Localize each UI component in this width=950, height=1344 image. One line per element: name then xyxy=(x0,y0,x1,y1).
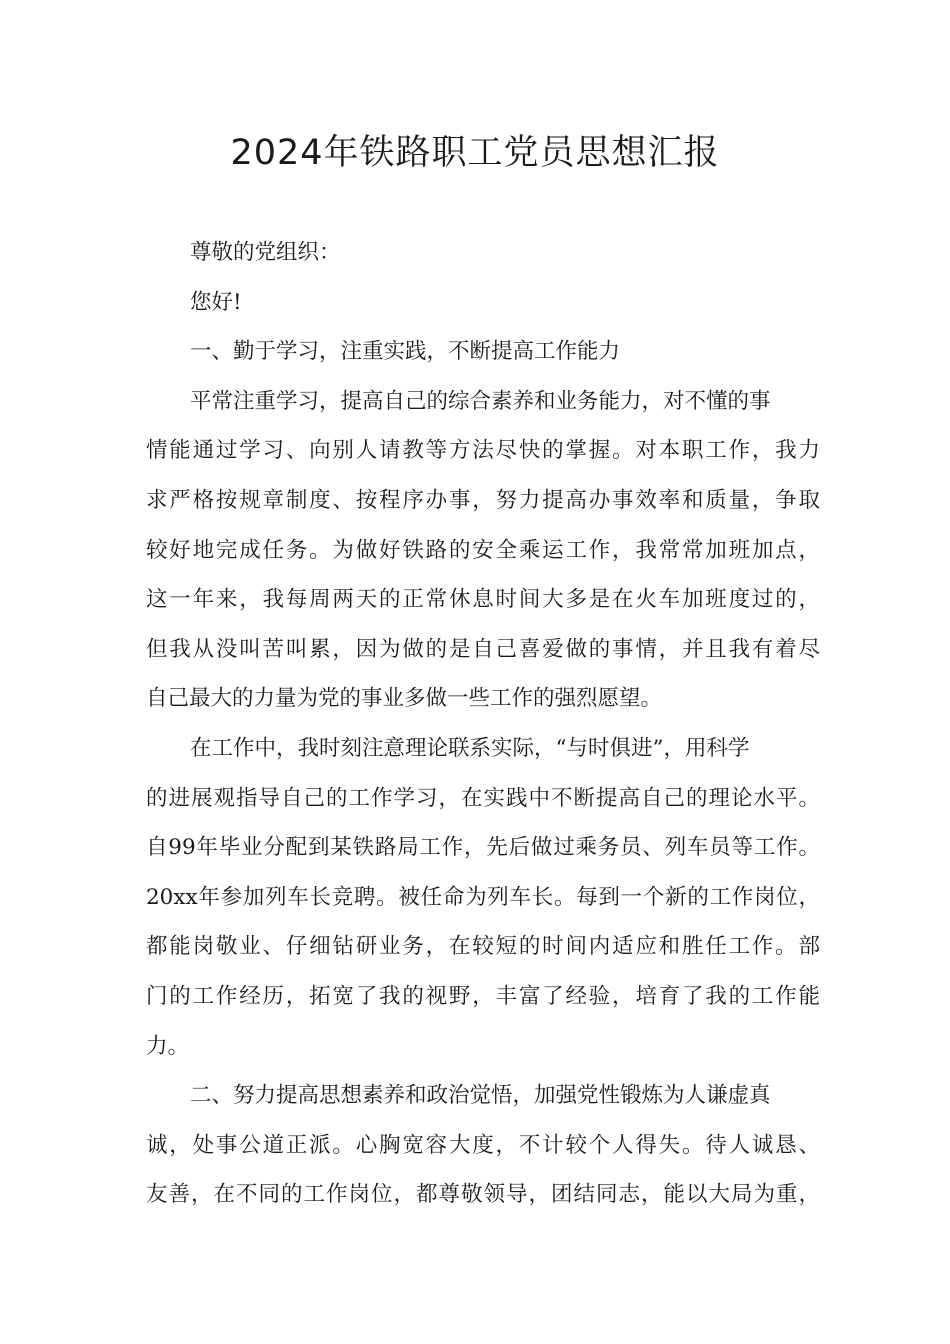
paragraph-line: 自99年毕业分配到某铁路局工作，先后做过乘务员、列车员等工作。 xyxy=(146,835,820,861)
paragraph-line: 但我从没叫苦叫累，因为做的是自己喜爱做的事情，并且我有着尽 xyxy=(146,636,820,662)
section-heading: 一、勤于学习，注重实践，不断提高工作能力 xyxy=(190,339,621,365)
paragraph-line: 都能岗敬业、仔细钻研业务，在较短的时间内适应和胜任工作。部 xyxy=(146,934,820,960)
paragraph-line: 的进展观指导自己的工作学习，在实践中不断提高自己的理论水平。 xyxy=(146,785,820,811)
paragraph-line: 力。 xyxy=(146,1033,190,1059)
paragraph-line: 门的工作经历，拓宽了我的视野，丰富了经验，培育了我的工作能 xyxy=(146,983,820,1009)
greeting: 您好! xyxy=(190,289,242,315)
document-body xyxy=(146,228,820,1220)
paragraph-1 xyxy=(146,377,820,724)
paragraph-3 xyxy=(146,1071,820,1220)
paragraph-line: 求严格按规章制度、按程序办事，努力提高办事效率和质量，争取 xyxy=(146,487,820,513)
paragraph-2 xyxy=(146,724,820,1071)
paragraph-line: 二、努力提高思想素养和政治觉悟，加强党性锻炼为人谦虚真 xyxy=(190,1083,771,1109)
salutation: 尊敬的党组织： xyxy=(190,240,341,265)
paragraph-line: 平常注重学习，提高自己的综合素养和业务能力，对不懂的事 xyxy=(190,388,771,414)
paragraph-line: 友善，在不同的工作岗位，都尊敬领导，团结同志，能以大局为重， xyxy=(146,1182,820,1208)
paragraph-line: 20xx年参加列车长竞聘。被任命为列车长。每到一个新的工作岗位， xyxy=(146,884,820,910)
paragraph-line: 较好地完成任务。为做好铁路的安全乘运工作，我常常加班加点， xyxy=(146,537,820,563)
paragraph-line: 在工作中，我时刻注意理论联系实际，“与时俱进”，用科学 xyxy=(190,735,750,761)
paragraph-line: 诚，处事公道正派。心胸宽容大度，不计较个人得失。待人诚恳、 xyxy=(146,1132,820,1158)
paragraph-line: 自己最大的力量为党的事业多做一些工作的强烈愿望。 xyxy=(146,686,663,712)
paragraph-line: 这一年来，我每周两天的正常休息时间大多是在火车加班度过的， xyxy=(146,587,820,613)
document-title: 2024年铁路职工党员思想汇报 xyxy=(230,133,720,173)
paragraph-line: 情能通过学习、向别人请教等方法尽快的掌握。对本职工作，我力 xyxy=(146,438,820,464)
